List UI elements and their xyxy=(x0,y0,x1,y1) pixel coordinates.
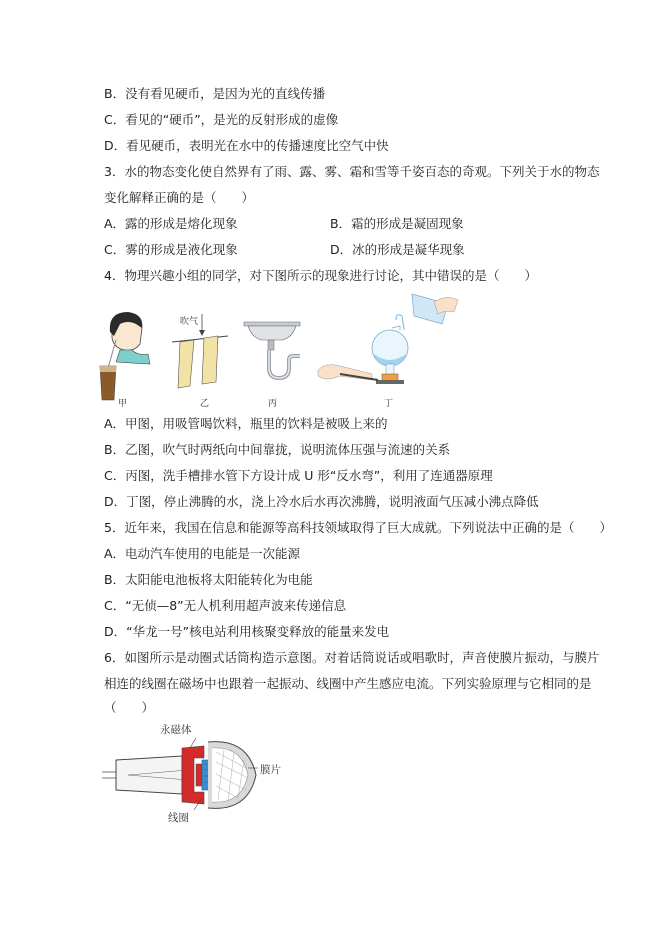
q5-option-c: C．“无侦—8”无人机利用超声波来传递信息 xyxy=(104,598,347,613)
figure-bing-label: 丙 xyxy=(268,399,278,409)
figure-yi-label: 乙 xyxy=(200,399,210,409)
q6-stem-line3: （ ） xyxy=(104,700,155,715)
figure-yi-blow-label: 吹气 xyxy=(180,317,199,327)
q2-option-d: D．看见硬币，表明光在水中的传播速度比空气中快 xyxy=(104,138,389,153)
figure-bing-sink-u-bend xyxy=(242,316,302,382)
figure-ding-flask-cold-water xyxy=(316,290,462,392)
q4-option-c: C．丙图，洗手槽排水管下方设计成 U 形“反水弯”，利用了连通器原理 xyxy=(104,468,493,483)
q5-option-d: D．“华龙一号”核电站利用核聚变释放的能量来发电 xyxy=(104,624,390,639)
q5-option-b: B．太阳能电池板将太阳能转化为电能 xyxy=(104,572,313,587)
q3-option-b: B．霜的形成是凝固现象 xyxy=(330,216,464,231)
q2-option-c: C．看见的“硬币”，是光的反射形成的虚像 xyxy=(104,112,339,127)
q5-option-a: A．电动汽车使用的电能是一次能源 xyxy=(104,546,301,561)
figure-yi-two-papers xyxy=(170,312,230,394)
q3-option-d: D．冰的形成是凝华现象 xyxy=(330,242,465,257)
q6-stem-line1: 6．如图所示是动圈式话筒构造示意图。对着话筒说话或唱歌时，声音使膜片振动，与膜片 xyxy=(104,650,600,665)
q5-stem: 5．近年来，我国在信息和能源等高科技领域取得了巨大成就。下列说法中正确的是（ ） xyxy=(104,520,612,535)
q4-option-d: D．丁图，停止沸腾的水，浇上冷水后水再次沸腾，说明液面气压减小沸点降低 xyxy=(104,494,539,509)
label-magnet: 永磁体 xyxy=(160,724,192,736)
q3-option-c: C．雾的形成是液化现象 xyxy=(104,242,238,257)
q2-option-b: B．没有看见硬币，是因为光的直线传播 xyxy=(104,86,326,101)
q4-stem: 4．物理兴趣小组的同学，对下图所示的现象进行讨论，其中错误的是（ ） xyxy=(104,268,537,283)
q6-stem-line2: 相连的线圈在磁场中也跟着一起振动、线圈中产生感应电流。下列实验原理与它相同的是 xyxy=(104,676,592,691)
q3-stem-line1: 3．水的物态变化使自然界有了雨、露、雾、霜和雪等千姿百态的奇观。下列关于水的物态 xyxy=(104,164,600,179)
figure-jia-label: 甲 xyxy=(118,399,128,409)
q3-option-a: A．露的形成是熔化现象 xyxy=(104,216,238,231)
q3-stem-line2: 变化解释正确的是（ ） xyxy=(104,190,255,205)
figure-jia-drinking-straw xyxy=(98,310,160,402)
label-diaphragm: 膜片 xyxy=(260,764,281,776)
q4-option-a: A．甲图，用吸管喝饮料，瓶里的饮料是被吸上来的 xyxy=(104,416,388,431)
figure-ding-label: 丁 xyxy=(384,399,394,409)
label-coil: 线圈 xyxy=(168,812,189,824)
q4-option-b: B．乙图，吹气时两纸向中间靠拢，说明流体压强与流速的关系 xyxy=(104,442,451,457)
